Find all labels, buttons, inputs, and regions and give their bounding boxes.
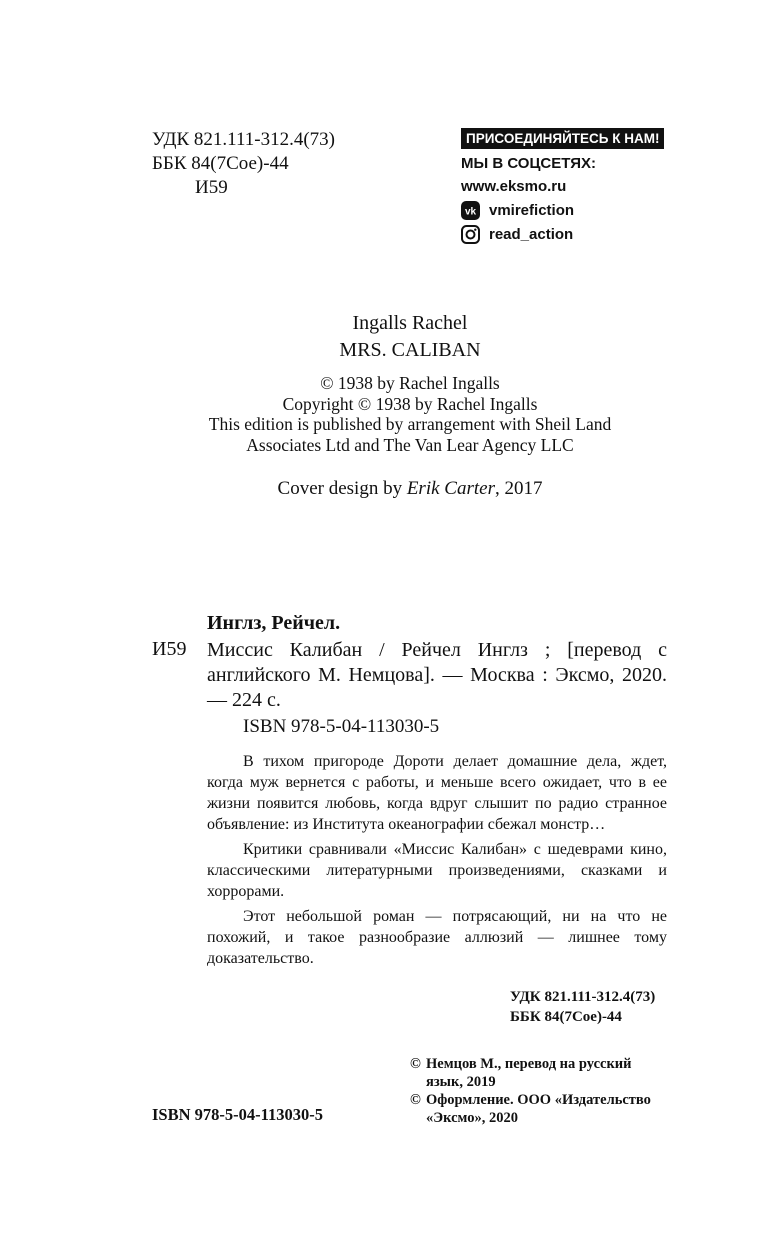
udk-code: УДК 821.111-312.4(73) [152, 129, 335, 150]
copyright-line-2: Copyright © 1938 by Rachel Ingalls [282, 393, 538, 414]
annotation-paragraph-3: Этот небольшой роман — потрясающий, ни на что не похожий, и такое разнообразие аллюзий — лишнее тому доказательство. [207, 908, 667, 967]
catalog-index: И59 [152, 638, 187, 660]
footer-isbn: ISBN 978-5-04-113030-5 [152, 1105, 323, 1124]
cover-credit [0, 478, 768, 500]
cover-prefix: Cover design by [277, 478, 407, 499]
catalog-isbn: ISBN 978-5-04-113030-5 [243, 716, 440, 737]
catalog-author: Инглз, Рейчел. [207, 612, 341, 634]
edition-line-2: Associates Ltd and The Van Lear Agency LLC [246, 434, 574, 455]
annotation [207, 751, 667, 973]
original-author: Ingalls Rachel [352, 312, 468, 334]
design-copyright-text: Оформление. ООО «Издательство «Эксмо», 2020 [426, 1092, 651, 1126]
website-link[interactable]: www.eksmo.ru [461, 178, 567, 195]
catalog-entry: Миссис Калибан / Рейчел Инглз ; [перевод с английского М. Немцова]. — Москва : Эксмо, 2020. — 224 с. [207, 639, 667, 711]
instagram-handle: read_action [489, 225, 574, 243]
instagram-link[interactable] [461, 222, 671, 246]
copyright-line-1: © 1938 by Rachel Ingalls [320, 373, 500, 393]
instagram-icon [461, 225, 480, 244]
social-block [461, 128, 671, 246]
bbk-code-bottom: ББК 84(7Сое)-44 [510, 1009, 622, 1025]
edition-line-1: This edition is published by arrangement with Sheil Land [208, 414, 612, 434]
design-copyright [410, 1091, 672, 1127]
classification-codes [152, 128, 335, 200]
vk-icon [461, 201, 480, 220]
copyright-symbol: © [410, 1056, 421, 1072]
annotation-paragraph-1: В тихом пригороде Дороти делает домашние дела, ждет, когда муж вернется с работы, и меньше всего ожидает, что в ее жизни появится любовь, когда вдруг слышит по радио странное объявление: из Института океанографии сбежал монстр… [207, 753, 667, 833]
copyright-symbol: © [410, 1092, 421, 1108]
cover-year: , 2017 [494, 478, 543, 499]
social-label: МЫ В СОЦСЕТЯХ: [461, 155, 597, 172]
translation-copyright [410, 1055, 672, 1091]
vk-handle: vmirefiction [489, 201, 575, 219]
bbk-code: ББК 84(7Сое)-44 [152, 153, 289, 174]
svg-text:vk: vk [464, 206, 477, 217]
author-index: И59 [195, 177, 228, 198]
vk-link[interactable] [461, 198, 671, 222]
annotation-paragraph-2: Критики сравнивали «Миссис Калибан» с шедеврами кино, классическими литературными произведениями, сказками и хоррорами. [207, 841, 667, 900]
cover-designer: Erik Carter [406, 478, 495, 499]
udk-code-bottom: УДК 821.111-312.4(73) [510, 989, 656, 1005]
original-title: MRS. CALIBAN [339, 339, 481, 361]
translation-copyright-text: Немцов М., перевод на русский язык, 2019 [426, 1056, 632, 1090]
footer-copyrights [410, 1055, 672, 1127]
original-credits [0, 310, 768, 500]
join-us-banner: ПРИСОЕДИНЯЙТЕСЬ К НАМ! [461, 128, 664, 149]
classification-codes-bottom [510, 987, 655, 1027]
